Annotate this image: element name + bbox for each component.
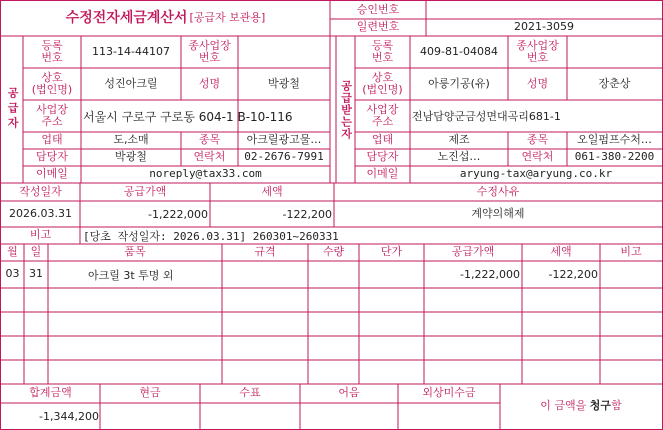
summary-date: 2026.03.31 xyxy=(9,206,72,220)
supplier-reg-no-label: 등록 번호 xyxy=(41,38,63,64)
supplier-biz-item-label: 종목 xyxy=(198,133,221,147)
credit-amount xyxy=(398,403,498,429)
item-row-qty xyxy=(308,261,357,288)
invoice-title-sub: [공급자 보관용] xyxy=(189,11,266,25)
supplier-branch-label: 종사업장 번호 xyxy=(188,38,231,64)
recipient-company-label: 상호 (법인명) xyxy=(362,70,403,96)
supplier-email: noreply@tax33.com xyxy=(149,167,262,181)
supplier-address: 서울시 구로구 구로동 604-1 B-10-116 xyxy=(83,109,293,124)
claim-prefix: 이 금액을 xyxy=(540,399,590,413)
recipient-address: 전남담양군금성면대곡리681-1 xyxy=(412,110,561,123)
summary-remark: [당초 작성일자: 2026.03.31] 260301~260331 xyxy=(83,229,339,243)
supplier-company-label: 상호 (법인명) xyxy=(31,70,73,96)
item-row-day: 31 xyxy=(29,267,43,281)
claim-statement xyxy=(500,384,662,429)
recipient-branch xyxy=(567,36,662,68)
items-header-tax: 세액 xyxy=(550,245,572,259)
recipient-biz-item-label: 종목 xyxy=(526,133,549,147)
supplier-contact-label: 연락처 xyxy=(193,150,226,164)
cash-label: 현금 xyxy=(139,386,161,400)
supplier-side-label: 공급자 xyxy=(6,87,20,132)
item-row-spec xyxy=(222,261,308,288)
summary-supply-label: 공급가액 xyxy=(123,184,167,198)
recipient-biz-type: 제조 xyxy=(448,133,470,147)
items-header-day: 일 xyxy=(30,245,42,259)
items-header-month: 월 xyxy=(7,245,18,259)
recipient-contact-label: 연락처 xyxy=(521,150,554,164)
approval-number-label: 승인번호 xyxy=(356,2,400,16)
total-amount: -1,344,200 xyxy=(39,409,99,423)
supplier-ceo: 박광철 xyxy=(268,76,300,90)
invoice-title-main: 수정전자세금계산서 xyxy=(65,9,188,26)
summary-tax-label: 세액 xyxy=(261,184,283,198)
supplier-address-label: 사업장 주소 xyxy=(36,102,68,128)
items-header-spec: 규격 xyxy=(254,245,276,259)
item-row-remark xyxy=(600,261,662,288)
note-label: 어음 xyxy=(338,386,360,400)
item-row-supply: -1,222,000 xyxy=(460,268,520,281)
recipient-address-label: 사업장 주소 xyxy=(366,102,399,128)
items-header-name: 품목 xyxy=(124,245,146,259)
summary-tax: -122,200 xyxy=(282,207,332,221)
supplier-contact: 02-2676-7991 xyxy=(244,150,324,164)
approval-number-value xyxy=(426,1,662,19)
items-header-unit-price: 단가 xyxy=(380,245,403,259)
item-row-name: 아크릴 3t 투명 외 xyxy=(88,268,174,282)
supplier-manager: 박광철 xyxy=(115,150,147,164)
note-amount xyxy=(300,403,396,429)
supplier-biz-item: 아크릴광고물… xyxy=(246,133,322,147)
item-row-month: 03 xyxy=(5,267,20,281)
supplier-company: 성진아크릴 xyxy=(104,76,158,90)
items-header-remark: 비고 xyxy=(620,245,642,259)
recipient-manager-label: 담당자 xyxy=(366,150,399,164)
check-amount xyxy=(200,403,298,429)
serial-number-value: 2021-3059 xyxy=(514,20,574,34)
recipient-ceo-label: 성명 xyxy=(526,76,549,90)
claim-word: 청구 xyxy=(589,399,612,413)
recipient-side-label: 공급받는자 xyxy=(339,79,353,140)
recipient-biz-item: 오일펌프수처… xyxy=(577,133,652,147)
recipient-contact: 061-380-2200 xyxy=(574,150,655,164)
item-row-unit-price xyxy=(359,261,422,288)
summary-reason-label: 수정사유 xyxy=(476,184,520,198)
supplier-email-label: 이메일 xyxy=(36,167,68,181)
credit-label: 외상미수금 xyxy=(422,386,476,400)
item-row-tax: -122,200 xyxy=(548,268,598,281)
supplier-branch xyxy=(238,36,330,68)
total-amount-label: 합계금액 xyxy=(29,386,72,400)
supplier-reg-no: 113-14-44107 xyxy=(92,44,170,58)
items-header-qty: 수량 xyxy=(322,245,345,259)
cash-amount xyxy=(100,403,198,429)
items-header-supply: 공급가액 xyxy=(451,245,495,259)
serial-number-label: 일련번호 xyxy=(356,20,400,34)
recipient-branch-label: 종사업장 번호 xyxy=(516,38,559,64)
recipient-manager: 노진섭… xyxy=(437,150,481,164)
summary-date-label: 작성일자 xyxy=(19,184,62,198)
recipient-reg-no: 409-81-04084 xyxy=(420,44,498,58)
claim-suffix: 함 xyxy=(611,399,622,413)
recipient-company: 아룽기공(유) xyxy=(428,76,490,90)
recipient-reg-no-label: 등록 번호 xyxy=(371,38,394,64)
invoice-title xyxy=(1,1,330,36)
supplier-ceo-label: 성명 xyxy=(198,76,221,90)
supplier-biz-type: 도,소매 xyxy=(113,133,149,147)
recipient-email: aryung-tax@aryung.co.kr xyxy=(459,167,613,181)
recipient-biz-type-label: 업태 xyxy=(371,133,394,147)
summary-remark-label: 비고 xyxy=(29,228,52,242)
summary-reason: 계약의해제 xyxy=(471,206,525,220)
supplier-manager-label: 담당자 xyxy=(36,150,68,164)
summary-supply: -1,222,000 xyxy=(148,207,208,221)
recipient-email-label: 이메일 xyxy=(366,167,399,181)
supplier-biz-type-label: 업태 xyxy=(41,133,63,147)
recipient-ceo: 장춘상 xyxy=(598,76,631,90)
check-label: 수표 xyxy=(239,386,261,400)
